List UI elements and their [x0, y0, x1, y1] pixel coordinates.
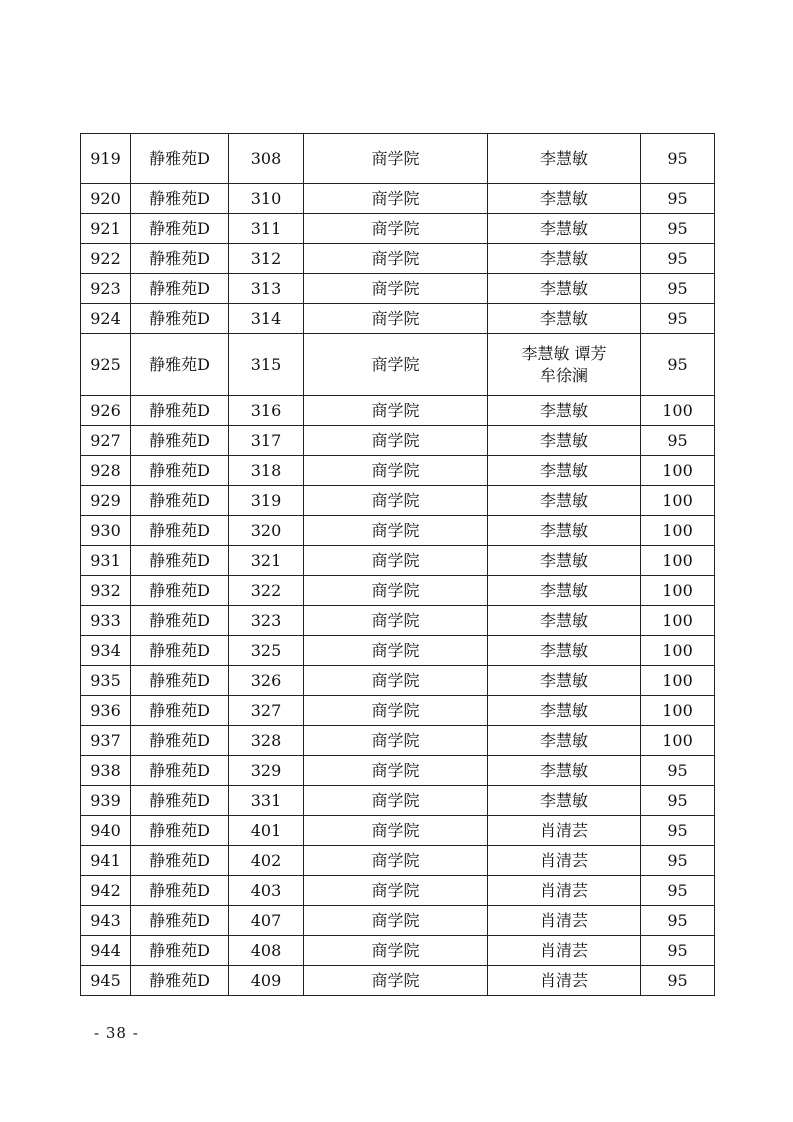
row-number-cell: 941 [81, 846, 131, 876]
instructor-cell: 李慧敏 [488, 786, 641, 816]
college-cell: 商学院 [304, 786, 488, 816]
row-number-cell: 939 [81, 786, 131, 816]
table-row [81, 486, 715, 516]
score-cell: 95 [641, 756, 715, 786]
room-cell: 316 [229, 396, 304, 426]
row-number-cell: 937 [81, 726, 131, 756]
college-cell: 商学院 [304, 134, 488, 184]
college-cell: 商学院 [304, 846, 488, 876]
instructor-cell: 李慧敏 [488, 396, 641, 426]
row-number-cell: 942 [81, 876, 131, 906]
score-cell: 95 [641, 334, 715, 396]
room-cell: 310 [229, 184, 304, 214]
building-cell: 静雅苑D [131, 334, 229, 396]
score-cell: 100 [641, 576, 715, 606]
building-cell: 静雅苑D [131, 184, 229, 214]
instructor-cell: 李慧敏 [488, 244, 641, 274]
room-cell: 331 [229, 786, 304, 816]
instructor-cell: 李慧敏 [488, 134, 641, 184]
row-number-cell: 925 [81, 334, 131, 396]
row-number-cell: 940 [81, 816, 131, 846]
table-row [81, 274, 715, 304]
instructor-cell: 李慧敏 [488, 486, 641, 516]
room-cell: 308 [229, 134, 304, 184]
table-row [81, 334, 715, 396]
score-cell: 95 [641, 936, 715, 966]
score-cell: 95 [641, 876, 715, 906]
dormitory-score-table [80, 133, 715, 996]
instructor-cell: 李慧敏 [488, 214, 641, 244]
table-row [81, 756, 715, 786]
building-cell: 静雅苑D [131, 606, 229, 636]
college-cell: 商学院 [304, 214, 488, 244]
room-cell: 402 [229, 846, 304, 876]
room-cell: 329 [229, 756, 304, 786]
college-cell: 商学院 [304, 334, 488, 396]
table-body [81, 134, 715, 996]
room-cell: 409 [229, 966, 304, 996]
row-number-cell: 938 [81, 756, 131, 786]
table-row [81, 786, 715, 816]
table-row [81, 546, 715, 576]
building-cell: 静雅苑D [131, 244, 229, 274]
score-cell: 95 [641, 426, 715, 456]
building-cell: 静雅苑D [131, 666, 229, 696]
instructor-cell: 李慧敏 [488, 696, 641, 726]
college-cell: 商学院 [304, 696, 488, 726]
room-cell: 320 [229, 516, 304, 546]
table-row [81, 846, 715, 876]
table-row [81, 666, 715, 696]
table-row [81, 906, 715, 936]
college-cell: 商学院 [304, 816, 488, 846]
room-cell: 314 [229, 304, 304, 334]
college-cell: 商学院 [304, 486, 488, 516]
page-number: - 38 - [94, 1024, 139, 1042]
building-cell: 静雅苑D [131, 816, 229, 846]
instructor-cell: 李慧敏 [488, 636, 641, 666]
score-cell: 95 [641, 274, 715, 304]
building-cell: 静雅苑D [131, 396, 229, 426]
building-cell: 静雅苑D [131, 426, 229, 456]
building-cell: 静雅苑D [131, 966, 229, 996]
instructor-cell: 李慧敏 [488, 606, 641, 636]
score-cell: 95 [641, 816, 715, 846]
college-cell: 商学院 [304, 636, 488, 666]
room-cell: 315 [229, 334, 304, 396]
table-row [81, 966, 715, 996]
row-number-cell: 921 [81, 214, 131, 244]
college-cell: 商学院 [304, 756, 488, 786]
table-row [81, 936, 715, 966]
table-row [81, 244, 715, 274]
room-cell: 327 [229, 696, 304, 726]
table-row [81, 876, 715, 906]
building-cell: 静雅苑D [131, 636, 229, 666]
table-row [81, 636, 715, 666]
instructor-cell: 肖清芸 [488, 846, 641, 876]
score-cell: 95 [641, 134, 715, 184]
building-cell: 静雅苑D [131, 576, 229, 606]
college-cell: 商学院 [304, 906, 488, 936]
college-cell: 商学院 [304, 426, 488, 456]
table-row [81, 396, 715, 426]
room-cell: 321 [229, 546, 304, 576]
score-cell: 100 [641, 396, 715, 426]
room-cell: 408 [229, 936, 304, 966]
score-cell: 100 [641, 666, 715, 696]
instructor-cell: 李慧敏 [488, 274, 641, 304]
table-row [81, 184, 715, 214]
score-cell: 100 [641, 606, 715, 636]
room-cell: 323 [229, 606, 304, 636]
room-cell: 328 [229, 726, 304, 756]
room-cell: 311 [229, 214, 304, 244]
instructor-cell: 李慧敏 [488, 726, 641, 756]
room-cell: 325 [229, 636, 304, 666]
college-cell: 商学院 [304, 726, 488, 756]
college-cell: 商学院 [304, 576, 488, 606]
score-cell: 100 [641, 516, 715, 546]
room-cell: 312 [229, 244, 304, 274]
building-cell: 静雅苑D [131, 876, 229, 906]
row-number-cell: 936 [81, 696, 131, 726]
row-number-cell: 931 [81, 546, 131, 576]
building-cell: 静雅苑D [131, 846, 229, 876]
room-cell: 407 [229, 906, 304, 936]
college-cell: 商学院 [304, 396, 488, 426]
college-cell: 商学院 [304, 606, 488, 636]
table-row [81, 576, 715, 606]
row-number-cell: 933 [81, 606, 131, 636]
building-cell: 静雅苑D [131, 696, 229, 726]
table-row [81, 726, 715, 756]
score-cell: 95 [641, 304, 715, 334]
score-cell: 95 [641, 846, 715, 876]
instructor-cell: 李慧敏 [488, 516, 641, 546]
college-cell: 商学院 [304, 244, 488, 274]
row-number-cell: 927 [81, 426, 131, 456]
table-row [81, 304, 715, 334]
building-cell: 静雅苑D [131, 786, 229, 816]
room-cell: 319 [229, 486, 304, 516]
row-number-cell: 930 [81, 516, 131, 546]
college-cell: 商学院 [304, 876, 488, 906]
score-cell: 100 [641, 636, 715, 666]
row-number-cell: 935 [81, 666, 131, 696]
college-cell: 商学院 [304, 546, 488, 576]
instructor-cell: 李慧敏 [488, 426, 641, 456]
instructor-cell: 肖清芸 [488, 936, 641, 966]
college-cell: 商学院 [304, 666, 488, 696]
building-cell: 静雅苑D [131, 726, 229, 756]
table-row [81, 696, 715, 726]
building-cell: 静雅苑D [131, 756, 229, 786]
building-cell: 静雅苑D [131, 304, 229, 334]
table-row [81, 516, 715, 546]
table-row [81, 134, 715, 184]
building-cell: 静雅苑D [131, 274, 229, 304]
building-cell: 静雅苑D [131, 936, 229, 966]
college-cell: 商学院 [304, 184, 488, 214]
instructor-cell: 李慧敏 [488, 546, 641, 576]
row-number-cell: 943 [81, 906, 131, 936]
row-number-cell: 929 [81, 486, 131, 516]
row-number-cell: 923 [81, 274, 131, 304]
table-row [81, 456, 715, 486]
score-cell: 95 [641, 966, 715, 996]
instructor-cell: 李慧敏 [488, 756, 641, 786]
score-cell: 95 [641, 184, 715, 214]
score-cell: 100 [641, 456, 715, 486]
score-cell: 100 [641, 696, 715, 726]
row-number-cell: 926 [81, 396, 131, 426]
score-cell: 100 [641, 726, 715, 756]
row-number-cell: 932 [81, 576, 131, 606]
building-cell: 静雅苑D [131, 134, 229, 184]
room-cell: 313 [229, 274, 304, 304]
table-row [81, 606, 715, 636]
room-cell: 401 [229, 816, 304, 846]
row-number-cell: 944 [81, 936, 131, 966]
building-cell: 静雅苑D [131, 546, 229, 576]
building-cell: 静雅苑D [131, 486, 229, 516]
row-number-cell: 924 [81, 304, 131, 334]
row-number-cell: 920 [81, 184, 131, 214]
instructor-cell: 李慧敏 谭芳 牟徐澜 [488, 334, 641, 396]
instructor-cell: 李慧敏 [488, 184, 641, 214]
score-cell: 95 [641, 214, 715, 244]
room-cell: 317 [229, 426, 304, 456]
instructor-cell: 肖清芸 [488, 966, 641, 996]
row-number-cell: 945 [81, 966, 131, 996]
room-cell: 326 [229, 666, 304, 696]
college-cell: 商学院 [304, 304, 488, 334]
instructor-cell: 肖清芸 [488, 906, 641, 936]
row-number-cell: 928 [81, 456, 131, 486]
instructor-cell: 肖清芸 [488, 876, 641, 906]
instructor-cell: 李慧敏 [488, 576, 641, 606]
row-number-cell: 919 [81, 134, 131, 184]
score-cell: 95 [641, 244, 715, 274]
table-row [81, 816, 715, 846]
college-cell: 商学院 [304, 456, 488, 486]
building-cell: 静雅苑D [131, 456, 229, 486]
score-cell: 100 [641, 546, 715, 576]
instructor-cell: 李慧敏 [488, 456, 641, 486]
college-cell: 商学院 [304, 966, 488, 996]
instructor-cell: 李慧敏 [488, 666, 641, 696]
room-cell: 403 [229, 876, 304, 906]
college-cell: 商学院 [304, 936, 488, 966]
row-number-cell: 934 [81, 636, 131, 666]
building-cell: 静雅苑D [131, 906, 229, 936]
instructor-cell: 李慧敏 [488, 304, 641, 334]
score-cell: 95 [641, 786, 715, 816]
college-cell: 商学院 [304, 274, 488, 304]
instructor-cell: 肖清芸 [488, 816, 641, 846]
room-cell: 318 [229, 456, 304, 486]
table-row [81, 426, 715, 456]
building-cell: 静雅苑D [131, 214, 229, 244]
score-cell: 95 [641, 906, 715, 936]
room-cell: 322 [229, 576, 304, 606]
building-cell: 静雅苑D [131, 516, 229, 546]
score-cell: 100 [641, 486, 715, 516]
table-row [81, 214, 715, 244]
college-cell: 商学院 [304, 516, 488, 546]
row-number-cell: 922 [81, 244, 131, 274]
